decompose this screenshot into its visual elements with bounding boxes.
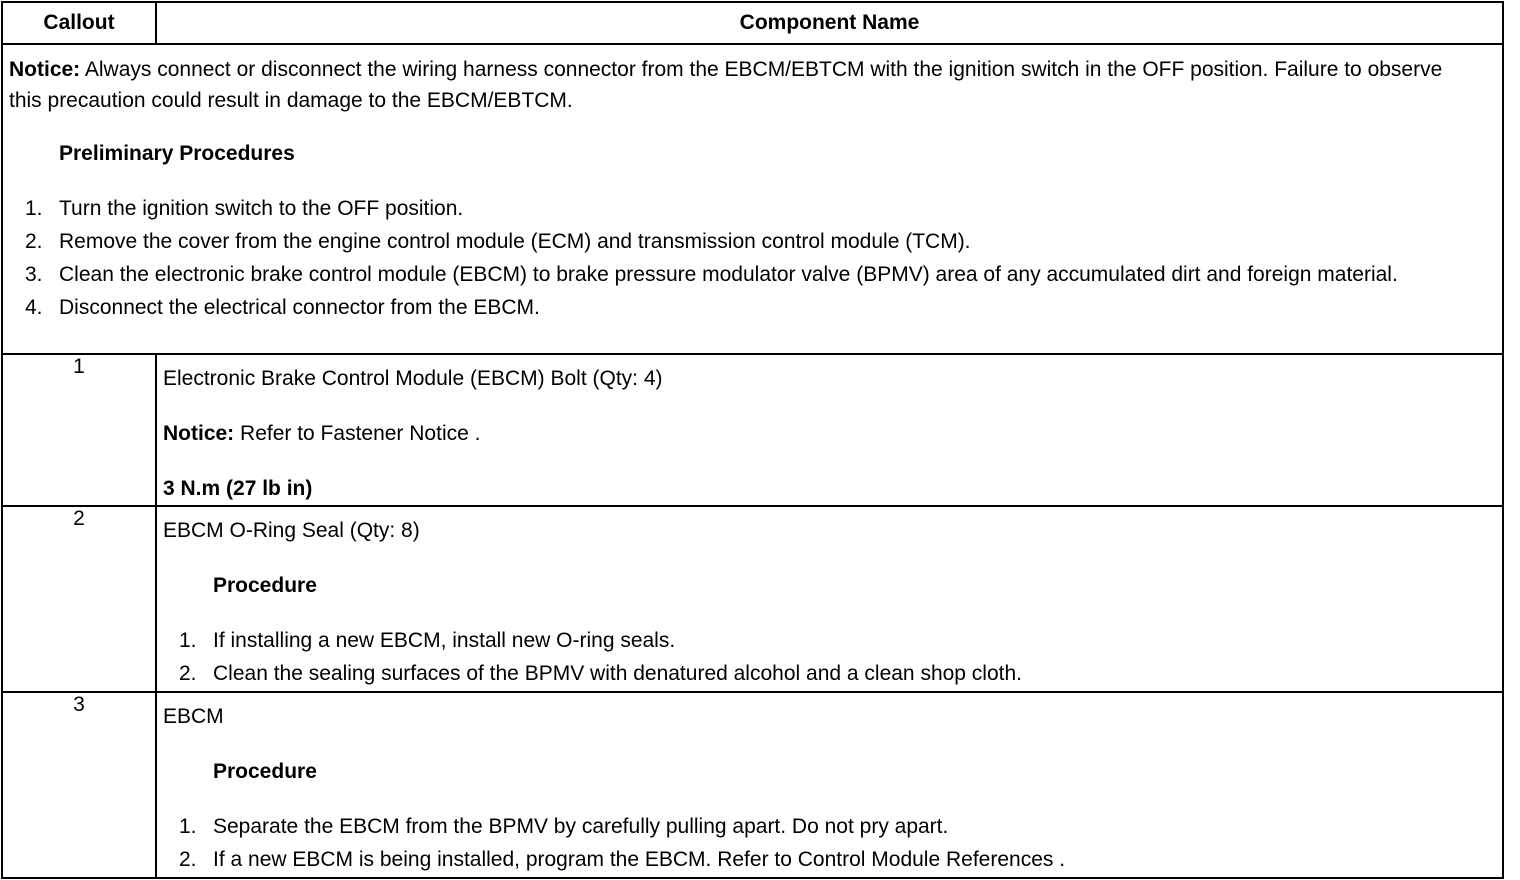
callout-number: 3 <box>2 692 156 878</box>
step-text: Clean the sealing surfaces of the BPMV with denatured alcohol and a clean shop cloth. <box>213 662 1023 685</box>
step-number: 2. <box>25 230 43 253</box>
step-text: Turn the ignition switch to the OFF position. <box>59 197 464 220</box>
component-table <box>1 1 1504 879</box>
step-text: Clean the electronic brake control module (EBCM) to brake pressure modulator valve (BPMV) area of any accumulated dirt and foreign material. <box>59 263 1398 286</box>
step-text: Separate the EBCM from the BPMV by carefully pulling apart. Do not pry apart. <box>213 815 949 838</box>
component-name: EBCM O-Ring Seal (Qty: 8) <box>163 519 420 542</box>
table-header-row <box>2 2 1503 44</box>
table-row <box>2 506 1503 692</box>
torque-spec <box>163 473 1502 504</box>
step-number: 3. <box>25 263 43 286</box>
callout-number: 1 <box>2 354 156 506</box>
component-cell <box>156 354 1503 506</box>
notice-row <box>2 44 1503 354</box>
component-cell <box>156 692 1503 878</box>
step-number: 4. <box>25 296 43 319</box>
procedure-steps-list <box>163 811 1502 875</box>
notice-text: Always connect or disconnect the wiring harness connector from the EBCM/EBTCM with the ignition switch in the OFF position. Failure to observe this precaution could result in damage to the EBCM/EBTCM. <box>9 58 1443 112</box>
procedure-steps-list <box>163 625 1502 689</box>
notice-cell <box>2 44 1503 354</box>
list-item <box>3 259 1502 290</box>
step-number: 2. <box>179 848 197 871</box>
notice-label: Notice: <box>9 58 81 81</box>
list-item <box>163 811 1502 842</box>
step-number: 1. <box>25 197 43 220</box>
procedure-heading: Procedure <box>213 760 317 783</box>
callout-number: 2 <box>2 506 156 692</box>
step-text: If installing a new EBCM, install new O-ring seals. <box>213 629 676 652</box>
step-number: 2. <box>179 662 197 685</box>
list-item <box>163 625 1502 656</box>
list-item <box>3 292 1502 323</box>
step-text: Disconnect the electrical connector from the EBCM. <box>59 296 540 319</box>
preliminary-steps-list <box>3 193 1502 323</box>
procedure-heading: Procedure <box>213 574 317 597</box>
notice-text: Refer to Fastener Notice . <box>234 422 481 445</box>
component-cell <box>156 506 1503 692</box>
callout-column-header: Callout <box>2 2 156 44</box>
component-name-column-header: Component Name <box>156 2 1503 44</box>
preliminary-procedures-heading: Preliminary Procedures <box>59 142 295 165</box>
component-name: EBCM <box>163 705 224 728</box>
table-row <box>2 692 1503 878</box>
list-item <box>3 193 1502 224</box>
notice-label: Notice: <box>163 422 235 445</box>
component-name: Electronic Brake Control Module (EBCM) Bolt (Qty: 4) <box>163 367 663 390</box>
torque-value: 3 N.m (27 lb in) <box>163 477 313 500</box>
step-number: 1. <box>179 629 197 652</box>
step-number: 1. <box>179 815 197 838</box>
list-item <box>163 658 1502 689</box>
step-text: If a new EBCM is being installed, program the EBCM. Refer to Control Module References . <box>213 848 1066 871</box>
list-item <box>163 844 1502 875</box>
ignition-notice <box>9 54 1449 116</box>
table-row <box>2 354 1503 506</box>
step-text: Remove the cover from the engine control module (ECM) and transmission control module (TCM). <box>59 230 971 253</box>
fastener-notice <box>163 418 1502 449</box>
list-item <box>3 226 1502 257</box>
